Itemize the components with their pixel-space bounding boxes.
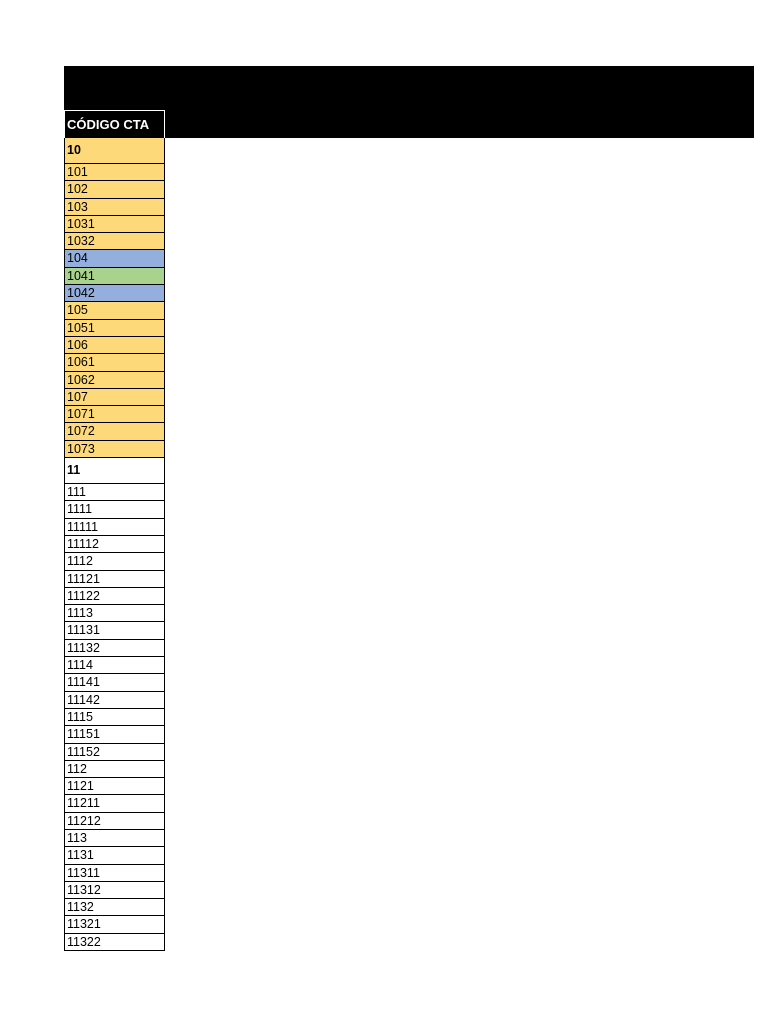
account-code-row: 1111 [65, 501, 164, 518]
column-header-codigo-cta: CÓDIGO CTA [64, 110, 165, 138]
account-code-row: 1071 [65, 406, 164, 423]
account-code-row: 11112 [65, 536, 164, 553]
account-code-row: 104 [65, 250, 164, 267]
account-code-row: 112 [65, 761, 164, 778]
account-code-row: 11321 [65, 916, 164, 933]
account-code-row: 1121 [65, 778, 164, 795]
account-code-row: 106 [65, 337, 164, 354]
account-code-row: 11322 [65, 934, 164, 951]
account-code-row: 11211 [65, 795, 164, 812]
account-code-row: 11212 [65, 813, 164, 830]
account-code-row: 1115 [65, 709, 164, 726]
account-code-row: 111 [65, 484, 164, 501]
account-code-row: 1041 [65, 268, 164, 285]
account-code-row: 11312 [65, 882, 164, 899]
account-group-row: 10 [65, 138, 164, 164]
account-code-row: 1072 [65, 423, 164, 440]
account-code-row: 11311 [65, 865, 164, 882]
account-code-row: 103 [65, 199, 164, 216]
account-code-row: 107 [65, 389, 164, 406]
account-code-row: 11152 [65, 744, 164, 761]
account-code-row: 1132 [65, 899, 164, 916]
account-code-row: 11122 [65, 588, 164, 605]
account-code-row: 11151 [65, 726, 164, 743]
account-code-row: 102 [65, 181, 164, 198]
account-code-row: 105 [65, 302, 164, 319]
account-code-row: 11141 [65, 674, 164, 691]
account-code-row: 1113 [65, 605, 164, 622]
account-code-row: 1032 [65, 233, 164, 250]
account-code-row: 11142 [65, 692, 164, 709]
account-code-row: 11121 [65, 571, 164, 588]
account-code-table [64, 138, 165, 951]
account-code-row: 11132 [65, 640, 164, 657]
account-code-row: 101 [65, 164, 164, 181]
header-band [64, 66, 754, 138]
account-code-row: 1031 [65, 216, 164, 233]
account-code-row: 11111 [65, 519, 164, 536]
account-code-row: 1061 [65, 354, 164, 371]
account-group-row: 11 [65, 458, 164, 484]
account-code-row: 1073 [65, 441, 164, 458]
account-code-row: 1112 [65, 553, 164, 570]
account-code-row: 1131 [65, 847, 164, 864]
account-code-row: 1042 [65, 285, 164, 302]
account-code-row: 1062 [65, 372, 164, 389]
account-code-row: 1051 [65, 320, 164, 337]
account-code-row: 1114 [65, 657, 164, 674]
account-code-row: 11131 [65, 622, 164, 639]
account-code-row: 113 [65, 830, 164, 847]
